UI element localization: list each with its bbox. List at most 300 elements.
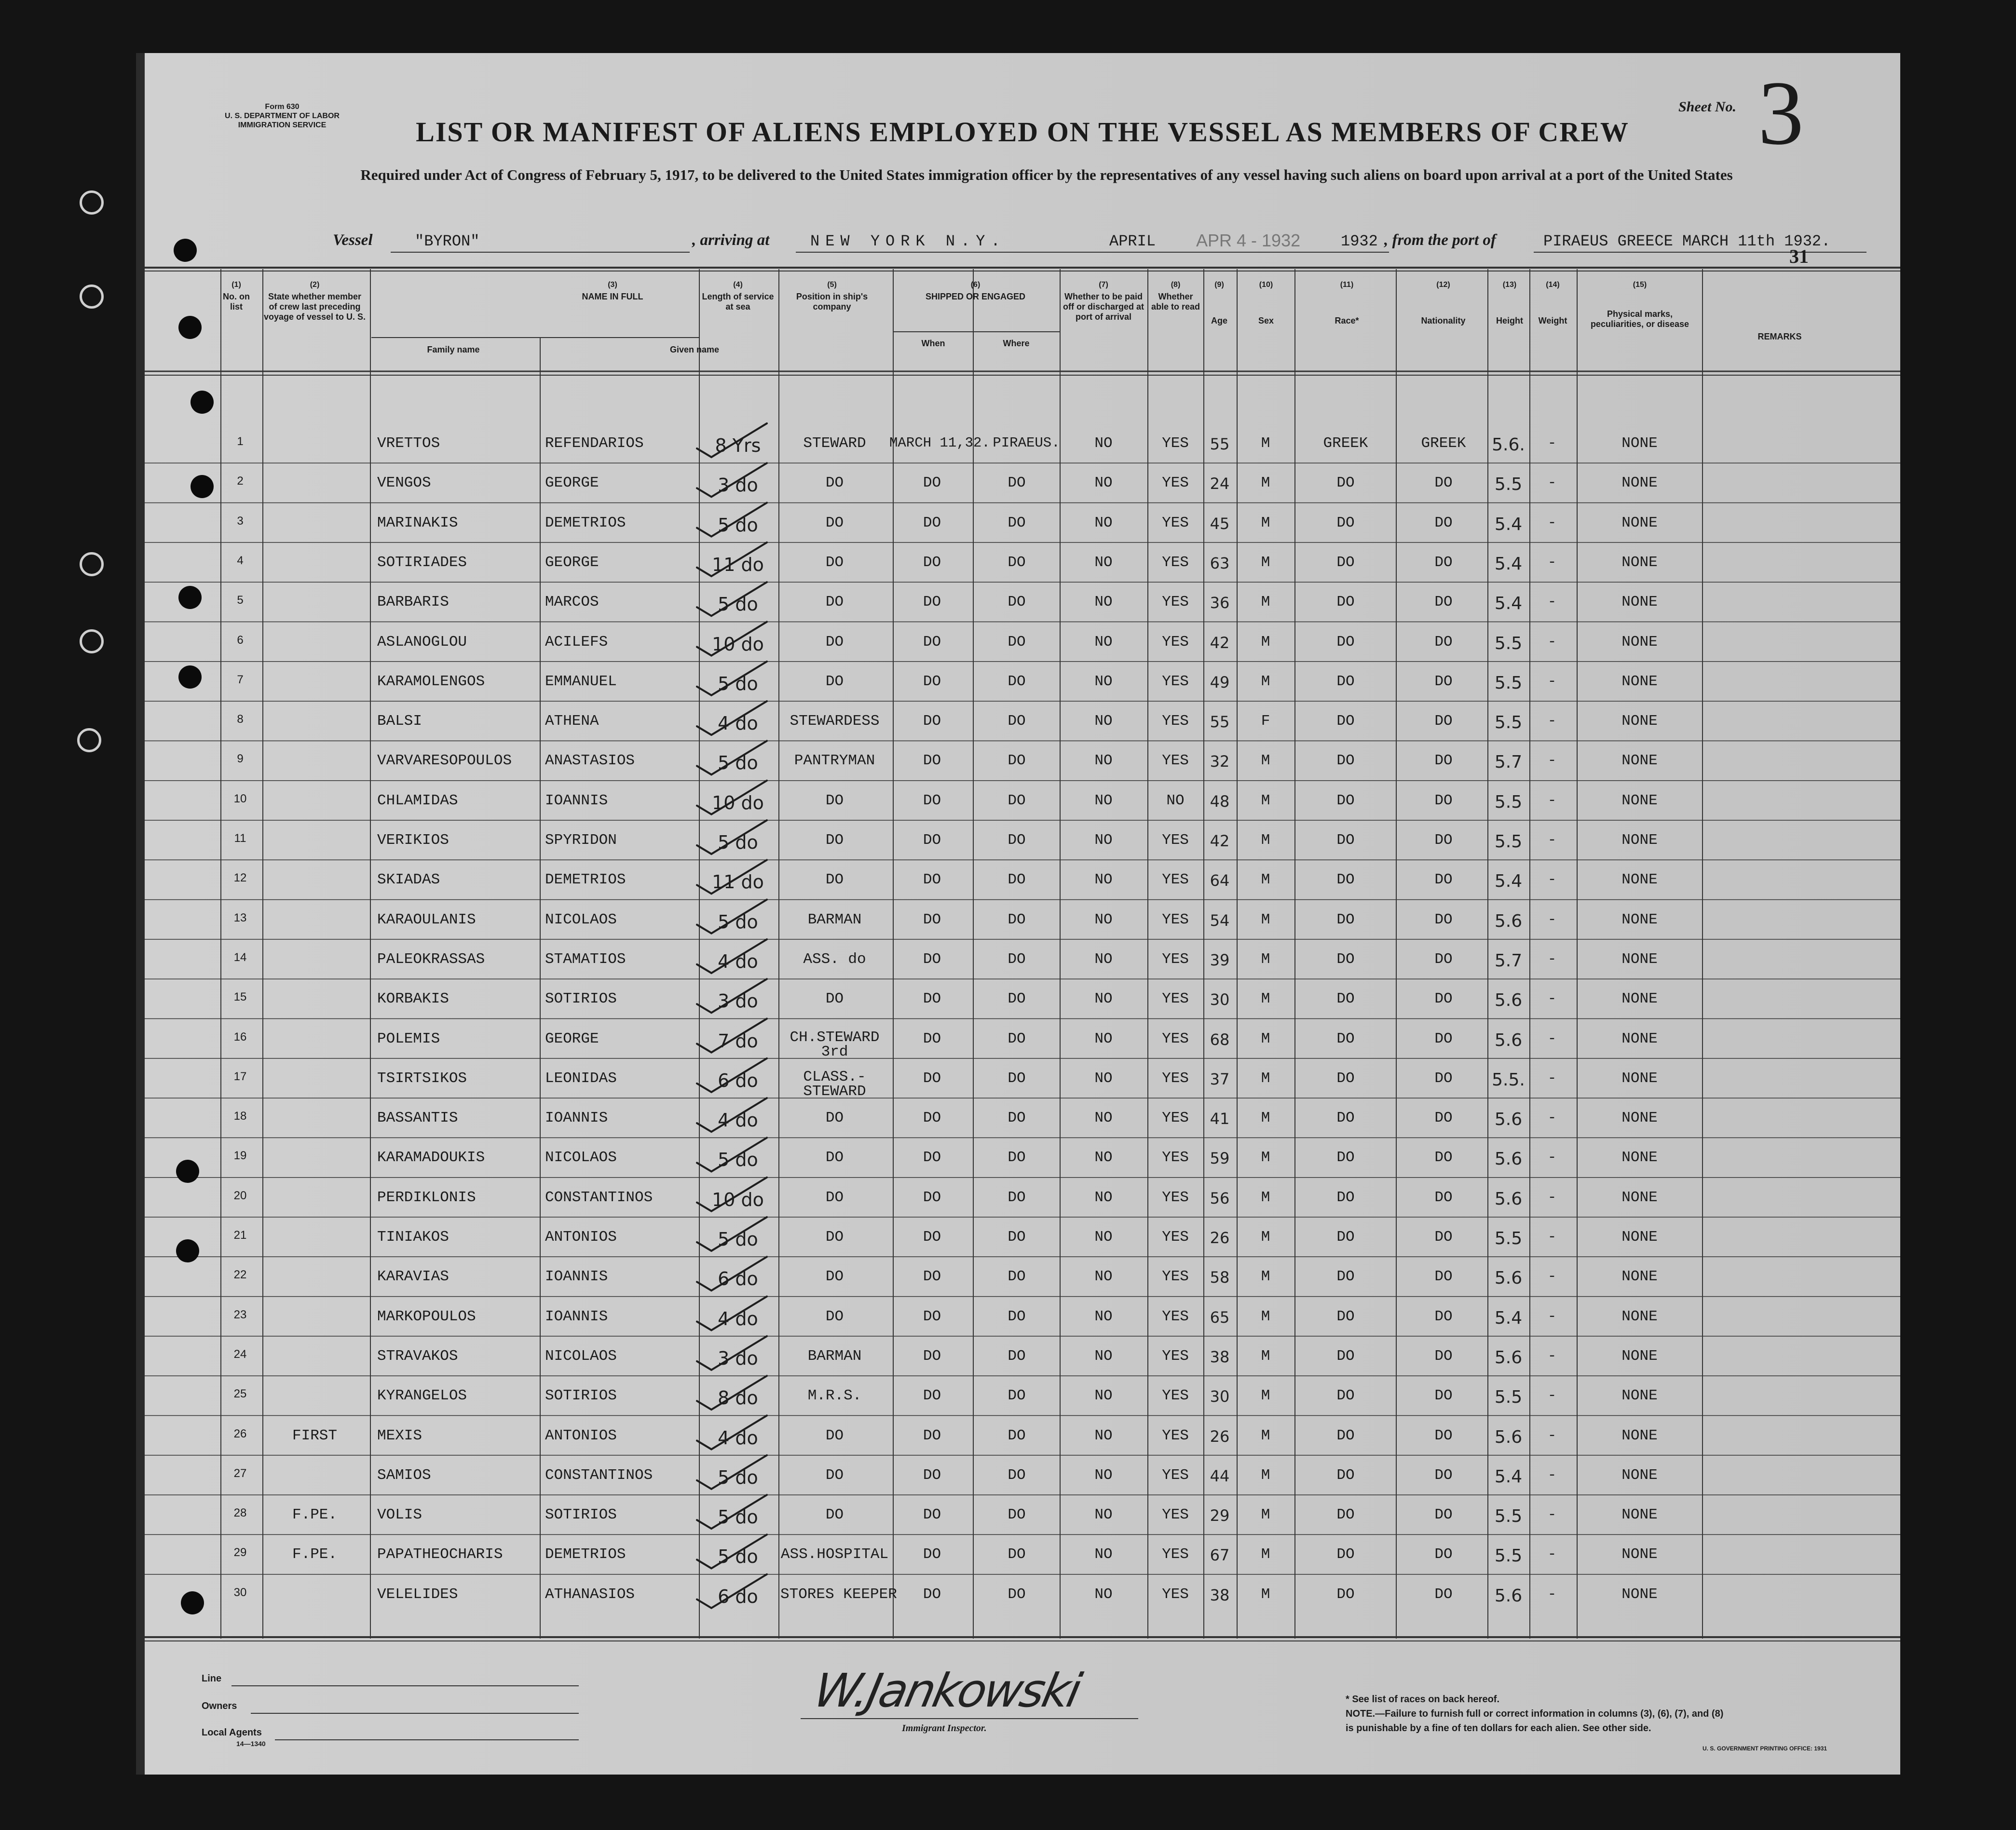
header-label: NAME IN FULL [582,292,643,301]
cell-paid: NO [1094,990,1113,1008]
cell-family: KYRANGELOS [377,1387,467,1405]
cell-read: YES [1162,554,1189,571]
cell-height: 5.6 [1494,1586,1523,1606]
cell-family: STRAVAKOS [377,1347,458,1365]
cell-position: BARMAN [807,1347,862,1365]
cell-given: EMMANUEL [545,673,617,690]
cell-nationality: GREEK [1421,435,1466,452]
cell-height: 5.5. [1492,1070,1525,1090]
cell-nationality: DO [1434,633,1453,651]
cell-service: 7 do [718,1030,758,1052]
binder-hole [191,475,214,498]
cell-race: DO [1336,1347,1355,1365]
cell-marks: NONE [1621,594,1658,611]
cell-read: YES [1162,474,1189,492]
sheet-number-label: Sheet No. [1678,99,1736,115]
inspector-label: Immigrant Inspector. [902,1723,987,1734]
cell-age: 26 [1210,1229,1230,1247]
cell-weight: - [1547,832,1557,849]
cell-service: 6 do [718,1070,758,1091]
cell-paid: NO [1094,1308,1113,1325]
check-tick [697,1455,767,1489]
header-family-name: Family name [427,345,480,354]
cell-given: CONSTANTINOS [545,1466,653,1484]
cell-when: DO [923,792,941,809]
check-tick [697,1495,767,1529]
cell-marks: NONE [1621,990,1658,1008]
cell-family: SOTIRIADES [377,554,467,571]
owners-underline [251,1713,579,1714]
cell-nationality: DO [1434,1030,1453,1047]
header-label: Race* [1335,316,1359,325]
cell-nationality: DO [1434,1586,1453,1603]
cell-race: DO [1336,1466,1355,1484]
cell-race: DO [1336,514,1355,531]
cell-where: DO [1008,792,1026,809]
cell-sex: M [1261,514,1270,531]
cell-where: DO [1008,990,1026,1008]
check-tick [697,1574,767,1608]
check-tick [697,1058,767,1092]
cell-nationality: DO [1434,474,1453,492]
cell-family: KORBAKIS [377,990,449,1008]
footer-agents-label: Local Agents [202,1727,262,1738]
cell-where: DO [1008,594,1026,611]
cell-weight: - [1547,1149,1557,1166]
cell-given: IOANNIS [545,1308,608,1325]
cell-height: 5.5 [1494,474,1523,495]
cell-where: DO [1008,1427,1026,1444]
cell-no: 21 [233,1229,247,1242]
cell-position: BARMAN [807,911,862,928]
page-number: 31 [1789,245,1809,267]
cell-where: DO [1008,1030,1026,1047]
cell-height: 5.4 [1494,871,1523,892]
cell-sex: M [1261,554,1270,571]
cell-age: 24 [1210,474,1230,493]
footer-agents-code: 14—1340 [236,1740,266,1748]
cell-when: DO [923,1586,941,1603]
cell-age: 55 [1210,713,1230,732]
footer-owners-label: Owners [202,1701,237,1711]
cell-paid: NO [1094,1546,1113,1563]
cell-given: LEONIDAS [545,1070,617,1087]
cell-no: 22 [233,1268,247,1282]
cell-paid: NO [1094,713,1113,730]
cell-weight: - [1547,1347,1557,1365]
cell-given: ATHENA [545,713,599,730]
cell-given: DEMETRIOS [545,871,626,889]
cell-sex: M [1261,1189,1270,1206]
cell-age: 30 [1210,1387,1230,1406]
cell-sex: M [1261,792,1270,809]
arrival-month: APRIL [1109,232,1156,250]
cell-given: STAMATIOS [545,950,626,968]
header-num: (9) [1214,281,1224,289]
cell-nationality: DO [1434,1189,1453,1206]
cell-nationality: DO [1434,1347,1453,1365]
cell-marks: NONE [1621,1110,1658,1127]
cell-race: DO [1336,1268,1355,1286]
header-label: Age [1211,316,1227,325]
cell-nationality: DO [1434,950,1453,968]
binder-hole [178,665,202,689]
cell-no: 7 [237,673,244,686]
cell-position: ASS. do [803,950,866,968]
cell-when: DO [923,1110,941,1127]
cell-height: 5.4 [1494,1466,1523,1487]
cell-when: DO [923,673,941,690]
cell-nationality: DO [1434,792,1453,809]
cell-sex: F [1261,713,1270,730]
cell-age: 39 [1210,950,1230,969]
cell-no: 10 [233,792,247,805]
check-tick [697,1019,767,1053]
cell-where: DO [1008,713,1026,730]
cell-where: DO [1008,554,1026,571]
cell-when: DO [923,514,941,531]
cell-read: YES [1162,673,1189,690]
cell-where: DO [1008,1308,1026,1325]
cell-marks: NONE [1621,1466,1658,1484]
cell-read: YES [1162,832,1189,849]
cell-where: DO [1008,950,1026,968]
footnote-penalty-cont: is punishable by a fine of ten dollars for each alien. See other side. [1346,1723,1651,1734]
cell-age: 36 [1210,594,1230,612]
cell-nationality: DO [1434,1070,1453,1087]
cell-position: DO [825,1229,844,1246]
header-when: When [921,339,945,348]
cell-family: PERDIKLONIS [377,1189,476,1206]
cell-race: DO [1336,832,1355,849]
from-port-label: , from the port of [1384,231,1496,249]
cell-height: 5.5 [1494,713,1523,733]
footer-line-label: Line [202,1673,222,1684]
cell-nationality: DO [1434,594,1453,611]
cell-sex: M [1261,1466,1270,1484]
cell-read: YES [1162,713,1189,730]
binder-hole [181,1591,204,1614]
binder-ring [80,552,104,576]
cell-age: 38 [1210,1586,1230,1604]
cell-where: DO [1008,911,1026,928]
cell-age: 38 [1210,1347,1230,1366]
cell-sex: M [1261,1387,1270,1405]
header-label: Height [1496,316,1523,325]
cell-read: YES [1162,1149,1189,1166]
inspector-signature: W.Jankowski [809,1664,1085,1718]
cell-nationality: DO [1434,514,1453,531]
cell-given: ACILEFS [545,633,608,651]
cell-read: YES [1162,1268,1189,1286]
cell-position: DO [825,832,844,849]
cell-where: DO [1008,1110,1026,1127]
cell-nationality: DO [1434,1427,1453,1444]
cell-read: YES [1162,871,1189,889]
cell-nationality: DO [1434,713,1453,730]
cell-service: 5 do [718,911,758,933]
cell-where: DO [1008,1189,1026,1206]
cell-weight: - [1547,1466,1557,1484]
cell-given: ANTONIOS [545,1229,617,1246]
cell-paid: NO [1094,1268,1113,1286]
cell-race: DO [1336,1030,1355,1047]
cell-given: CONSTANTINOS [545,1189,653,1206]
manifest-sheet [145,53,1900,1775]
check-tick [697,741,767,774]
cell-nationality: DO [1434,1546,1453,1563]
cell-service: 11 do [712,554,764,575]
cell-read: YES [1162,1229,1189,1246]
check-tick [697,503,767,537]
cell-read: YES [1162,1189,1189,1206]
cell-service: 4 do [718,1110,758,1131]
cell-sex: M [1261,1110,1270,1127]
cell-read: YES [1162,1506,1189,1524]
cell-family: ASLANOGLOU [377,633,467,651]
cell-when: DO [923,633,941,651]
cell-height: 5.7 [1494,752,1523,773]
binder-hole [178,586,202,609]
cell-position: DO [825,792,844,809]
cell-paid: NO [1094,633,1113,651]
cell-state: F.PE. [292,1506,337,1524]
cell-marks: NONE [1621,1149,1658,1166]
cell-no: 16 [233,1030,247,1044]
cell-age: 42 [1210,633,1230,652]
cell-no: 17 [233,1070,247,1083]
cell-service: 6 do [718,1268,758,1290]
cell-given: GEORGE [545,554,599,571]
cell-paid: NO [1094,514,1113,531]
cell-position: CH.STEWARD 3rd [790,1029,880,1060]
cell-age: 32 [1210,752,1230,771]
cell-when: DO [923,1149,941,1166]
cell-read: YES [1162,1070,1189,1087]
cell-position: DO [825,633,844,651]
cell-where: DO [1008,752,1026,770]
cell-no: 23 [233,1308,247,1321]
inspector-underline [801,1718,1138,1719]
cell-when: DO [923,1466,941,1484]
cell-no: 26 [233,1427,247,1440]
cell-when: DO [923,1546,941,1563]
cell-where: DO [1008,633,1026,651]
cell-paid: NO [1094,1427,1113,1444]
cell-family: PALEOKRASSAS [377,950,485,968]
cell-race: DO [1336,594,1355,611]
cell-given: IOANNIS [545,1268,608,1286]
line-underline [232,1685,579,1686]
footnote-races: * See list of races on back hereof. [1346,1694,1500,1705]
cell-no: 29 [233,1546,247,1559]
cell-when: DO [923,990,941,1008]
cell-given: ANTONIOS [545,1427,617,1444]
cell-service: 3 do [718,1347,758,1369]
cell-service: 4 do [718,1308,758,1329]
cell-weight: - [1547,871,1557,889]
header-num: (15) [1633,281,1647,289]
cell-sex: M [1261,1149,1270,1166]
cell-weight: - [1547,1229,1557,1246]
cell-given: MARCOS [545,594,599,611]
cell-race: DO [1336,871,1355,889]
cell-family: MARINAKIS [377,514,458,531]
cell-marks: NONE [1621,1506,1658,1524]
cell-paid: NO [1094,1229,1113,1246]
binder-ring [80,285,104,309]
cell-sex: M [1261,1347,1270,1365]
cell-position: DO [825,1110,844,1127]
vessel-name: "BYRON" [415,232,480,250]
cell-read: YES [1162,514,1189,531]
cell-no: 2 [237,474,244,488]
cell-paid: NO [1094,1387,1113,1405]
cell-marks: NONE [1621,752,1658,770]
cell-height: 5.4 [1494,1308,1523,1328]
header-num: (11) [1340,281,1354,289]
cell-no: 18 [233,1110,247,1123]
cell-when: DO [923,713,941,730]
cell-no: 20 [233,1189,247,1202]
cell-given: SPYRIDON [545,832,617,849]
cell-marks: NONE [1621,1546,1658,1563]
cell-no: 8 [237,713,244,726]
check-tick [697,1297,767,1330]
cell-height: 5.6. [1492,435,1525,455]
cell-marks: NONE [1621,1229,1658,1246]
cell-family: BARBARIS [377,594,449,611]
cell-no: 5 [237,594,244,607]
binder-hole [174,239,197,262]
header-label: Length of service at sea [702,292,774,312]
cell-given: SOTIRIOS [545,990,617,1008]
form-service: IMMIGRATION SERVICE [238,121,327,129]
check-tick [697,463,767,497]
cell-weight: - [1547,435,1557,452]
cell-marks: NONE [1621,1030,1658,1047]
cell-sex: M [1261,1586,1270,1603]
cell-service: 4 do [718,1427,758,1449]
cell-position: CLASS.- STEWARD [803,1068,866,1100]
document-subtitle: Required under Act of Congress of February 5, 1917, to be delivered to the United States immigration officer by the representatives of any vessel having such aliens on board upon arrival at a port of the United States [360,166,1733,183]
cell-marks: NONE [1621,1189,1658,1206]
cell-when: DO [923,594,941,611]
cell-paid: NO [1094,1110,1113,1127]
cell-given: NICOLAOS [545,911,617,928]
cell-position: STEWARDESS [790,713,880,730]
cell-age: 63 [1210,554,1230,572]
cell-where: DO [1008,1466,1026,1484]
cell-no: 6 [237,633,244,647]
cell-given: SOTIRIOS [545,1387,617,1405]
cell-sex: M [1261,435,1270,452]
cell-age: 37 [1210,1070,1230,1088]
cell-weight: - [1547,1030,1557,1047]
cell-given: ATHANASIOS [545,1586,635,1603]
cell-read: YES [1162,1308,1189,1325]
date-stamp: APR 4 - 1932 [1196,230,1301,250]
cell-family: KARAMOLENGOS [377,673,485,690]
cell-marks: NONE [1621,435,1658,452]
cell-weight: - [1547,950,1557,968]
cell-position: DO [825,1308,844,1325]
cell-given: NICOLAOS [545,1149,617,1166]
cell-nationality: DO [1434,1149,1453,1166]
cell-given: IOANNIS [545,792,608,809]
check-tick [697,860,767,894]
cell-when: DO [923,474,941,492]
cell-race: DO [1336,1506,1355,1524]
handwritten-marks [145,53,1900,1775]
header-col-remarks: REMARKS [1757,332,1802,341]
check-tick [697,1257,767,1290]
header-label: Sex [1258,316,1274,325]
cell-age: 55 [1210,435,1230,453]
cell-where: DO [1008,1546,1026,1563]
check-tick [697,1098,767,1132]
cell-weight: - [1547,594,1557,611]
cell-position: DO [825,554,844,571]
cell-when: DO [923,871,941,889]
cell-family: KARAOULANIS [377,911,476,928]
cell-service: 8 do [718,1387,758,1409]
check-tick [697,820,767,854]
cell-race: DO [1336,554,1355,571]
cell-height: 5.6 [1494,1189,1523,1209]
cell-service: 5 do [718,832,758,853]
cell-sex: M [1261,871,1270,889]
cell-weight: - [1547,1308,1557,1325]
cell-where: DO [1008,1586,1026,1603]
cell-family: KARAMADOUKIS [377,1149,485,1166]
cell-nationality: DO [1434,1268,1453,1286]
cell-paid: NO [1094,752,1113,770]
cell-read: YES [1162,950,1189,968]
cell-paid: NO [1094,1347,1113,1365]
cell-sex: M [1261,673,1270,690]
cell-marks: NONE [1621,713,1658,730]
header-label: Physical marks, peculiarities, or disease [1590,309,1689,329]
cell-read: YES [1162,990,1189,1008]
cell-where: DO [1008,1268,1026,1286]
cell-service: 3 do [718,990,758,1012]
cell-age: 44 [1210,1466,1230,1485]
cell-height: 5.6 [1494,1030,1523,1050]
cell-marks: NONE [1621,871,1658,889]
cell-nationality: DO [1434,1110,1453,1127]
cell-sex: M [1261,1308,1270,1325]
cell-paid: NO [1094,1149,1113,1166]
cell-service: 10 do [712,792,764,813]
header-where: Where [1003,339,1030,348]
cell-height: 5.4 [1494,594,1523,614]
header-num: (12) [1436,281,1450,289]
cell-read: YES [1162,1347,1189,1365]
cell-read: YES [1162,911,1189,928]
cell-family: BALSI [377,713,422,730]
cell-service: 10 do [712,633,764,655]
cell-service: 11 do [712,871,764,893]
cell-family: VRETTOS [377,435,440,452]
cell-position: DO [825,594,844,611]
cell-position: DO [825,1506,844,1524]
cell-state: F.PE. [292,1546,337,1563]
cell-marks: NONE [1621,474,1658,492]
cell-where: DO [1008,1506,1026,1524]
cell-read: YES [1162,1427,1189,1444]
cell-height: 5.5 [1494,1546,1523,1566]
